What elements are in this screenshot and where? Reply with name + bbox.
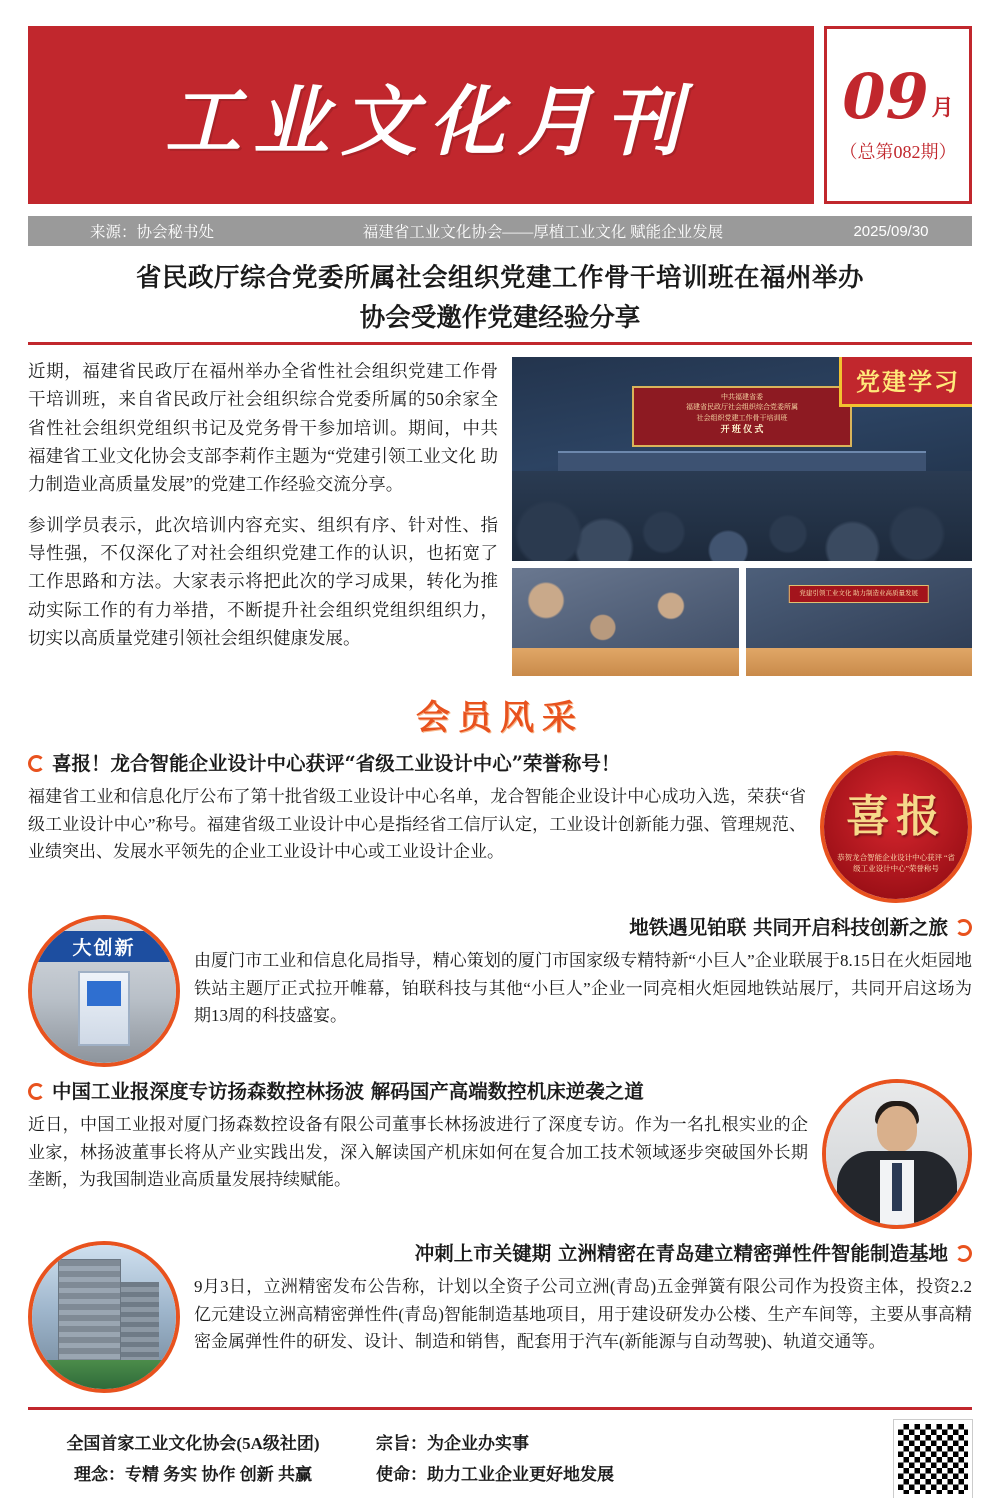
lead-text-column	[28, 357, 498, 676]
bullet-arc-icon	[955, 919, 972, 936]
issue-unit: 月	[931, 95, 954, 120]
member-2-body: 由厦门市工业和信息化局指导，精心策划的厦门市国家级专精特新“小巨人”企业联展于8.15日在火炬园地铁站主题厅正式拉开帷幕，铂联科技与其他“小巨人”企业一同亮相火炬园地铁站展厅，共同开启这场为期13周的科技盛宴。	[194, 951, 972, 1025]
lead-headline-line2: 协会受邀作党建经验分享	[359, 303, 641, 333]
meta-bar	[28, 216, 972, 246]
meta-date: 2025/09/30	[853, 222, 929, 240]
member-item-2	[28, 915, 972, 1067]
building-tower-2	[121, 1282, 158, 1371]
footer-left	[28, 1428, 358, 1491]
bullet-arc-icon	[955, 1245, 972, 1262]
portrait-photo	[822, 1079, 972, 1229]
meta-slogan: 福建省工业文化协会——厚植工业文化 赋能企业发展	[362, 224, 724, 241]
lead-headline-line1: 省民政厅综合党委所属社会组织党建工作骨干培训班在福州举办	[135, 263, 864, 293]
training-photo-2	[512, 568, 739, 676]
bullet-arc-icon	[28, 1083, 45, 1100]
xibao-graphic	[824, 755, 968, 899]
member-2-headline: 地铁遇见铂联 共同开启科技创新之旅	[194, 915, 972, 940]
masthead-banner	[28, 26, 814, 204]
screen-ceremony: 开 班 仪 式	[720, 424, 764, 435]
exhibit-kiosk	[78, 971, 130, 1046]
member-3-body: 近日，中国工业报对厦门扬森数控设备有限公司董事长林扬波进行了深度专访。作为一名扎根实业的企业家，林扬波董事长将从产业实践出发，深入解读国产机床如何在复合加工技术领域逐步突破国外长期垄断，为我国制造业高质量发展持续赋能。	[28, 1115, 808, 1189]
screen-title: 福建省民政厅社会组织综合党委所属	[685, 403, 798, 412]
member-4-text	[194, 1241, 972, 1355]
footer-mid	[358, 1428, 894, 1491]
portrait-graphic	[826, 1083, 968, 1225]
member-1-text	[28, 751, 806, 865]
landscape-strip	[32, 1360, 176, 1389]
issue-box	[824, 26, 972, 204]
qr-code[interactable]	[894, 1420, 972, 1498]
member-3-text	[28, 1079, 808, 1193]
metro-graphic	[32, 919, 176, 1063]
issue-total: （总第082期）	[839, 142, 957, 162]
footer-mid-line-1: 宗旨：为企业办实事	[376, 1433, 529, 1453]
screen-line1: 中共福建省委	[720, 392, 763, 401]
member-item-4	[28, 1241, 972, 1393]
xibao-big-text: 喜报	[846, 790, 946, 842]
stage-screen	[632, 386, 853, 447]
factory-building-photo	[28, 1241, 180, 1393]
bullet-arc-icon	[28, 755, 45, 772]
table-surface	[512, 648, 739, 676]
metro-band-text: 大创新	[32, 931, 176, 963]
portrait-head	[877, 1106, 917, 1152]
building-graphic	[32, 1245, 176, 1389]
lead-article	[28, 357, 972, 676]
member-1-headline: 喜报！龙合智能企业设计中心获评“省级工业设计中心”荣誉称号！	[28, 751, 806, 776]
lead-paragraph-2: 参训学员表示，此次培训内容充实、组织有序、针对性、指导性强，不仅深化了对社会组织党建工作的认识，也拓宽了工作思路和方法。大家表示将把此次的学习成果，转化为推动实际工作的有力举措，不断提升社会组织党组织组织力，切实以高质量党建引领社会组织健康发展。	[28, 514, 498, 649]
xibao-caption: 恭贺龙合智能企业设计中心获评 “省级工业设计中心”荣誉称号	[837, 852, 955, 873]
audience	[512, 471, 972, 561]
xibao-badge-photo	[820, 751, 972, 903]
footer-left-line-2: 理念：专精 务实 协作 创新 共赢	[74, 1465, 312, 1484]
lead-paragraph-1: 近期，福建省民政厅在福州举办全省性社会组织党建工作骨干培训班，来自省民政厅社会组织综合党委所属的50余家全省性社会组织党组织书记及党务骨干参加培训。期间，中共福建省工业文化协会支部李莉作主题为“党建引领工业文化 助力制造业高质量发展”的党建工作经验交流分享。	[28, 361, 498, 495]
section-title-members: 会员风采	[416, 698, 584, 738]
member-4-headline: 冲刺上市关键期 立洲精密在青岛建立精密弹性件智能制造基地	[194, 1241, 972, 1266]
portrait-tie	[892, 1163, 902, 1211]
lead-photo-row	[512, 568, 972, 676]
issue-number-row	[842, 60, 954, 133]
member-1-body: 福建省工业和信息化厅公布了第十批省级工业设计中心名单，龙合智能企业设计中心成功入选，荣获“省级工业设计中心”称号。福建省级工业设计中心是指经省工信厅认定，工业设计创新能力强、管理规范、业绩突出、发展水平领先的企业工业设计中心或工业设计企业。	[28, 787, 806, 861]
kiosk-screen	[87, 981, 121, 1007]
screen-title2: 社会组织党建工作骨干培训班	[696, 413, 788, 422]
training-hall-photo	[512, 357, 972, 561]
party-study-badge: 党建学习	[839, 357, 972, 407]
lead-headline	[28, 258, 972, 345]
footer	[28, 1407, 972, 1498]
table-surface-2	[746, 648, 973, 676]
masthead	[28, 26, 972, 204]
member-item-1	[28, 751, 972, 903]
training-photo-3	[746, 568, 973, 676]
meta-source: 来源：协会秘书处	[89, 224, 214, 241]
member-4-body: 9月3日，立洲精密发布公告称，计划以全资子公司立洲(青岛)五金弹簧有限公司作为投资主体，投资2.2亿元建设立洲高精密弹性件(青岛)智能制造基地项目，用于建设研发办公楼、生产车间等，主要从事高精密金属弹性件的研发、设计、制造和销售，配套用于汽车(新能源与自动驾驶)、轨道交通等。	[194, 1277, 972, 1351]
stage-platform	[558, 451, 926, 471]
metro-exhibition-photo	[28, 915, 180, 1067]
member-2-text	[194, 915, 972, 1029]
sharing-session-banner: 党建引领工业文化 助力制造业高质量发展	[789, 585, 929, 603]
issue-number: 09	[842, 60, 929, 133]
building-tower-1	[58, 1259, 121, 1371]
member-item-3	[28, 1079, 972, 1229]
publication-title: 工业文化月刊	[165, 76, 693, 166]
footer-mid-line-2: 使命：助力工业企业更好地发展	[376, 1465, 614, 1484]
lead-photo-column	[512, 357, 972, 676]
member-3-headline: 中国工业报深度专访扬森数控林扬波 解码国产高端数控机床逆袭之道	[28, 1079, 808, 1104]
footer-left-line-1: 全国首家工业文化协会(5A级社团)	[66, 1433, 320, 1453]
